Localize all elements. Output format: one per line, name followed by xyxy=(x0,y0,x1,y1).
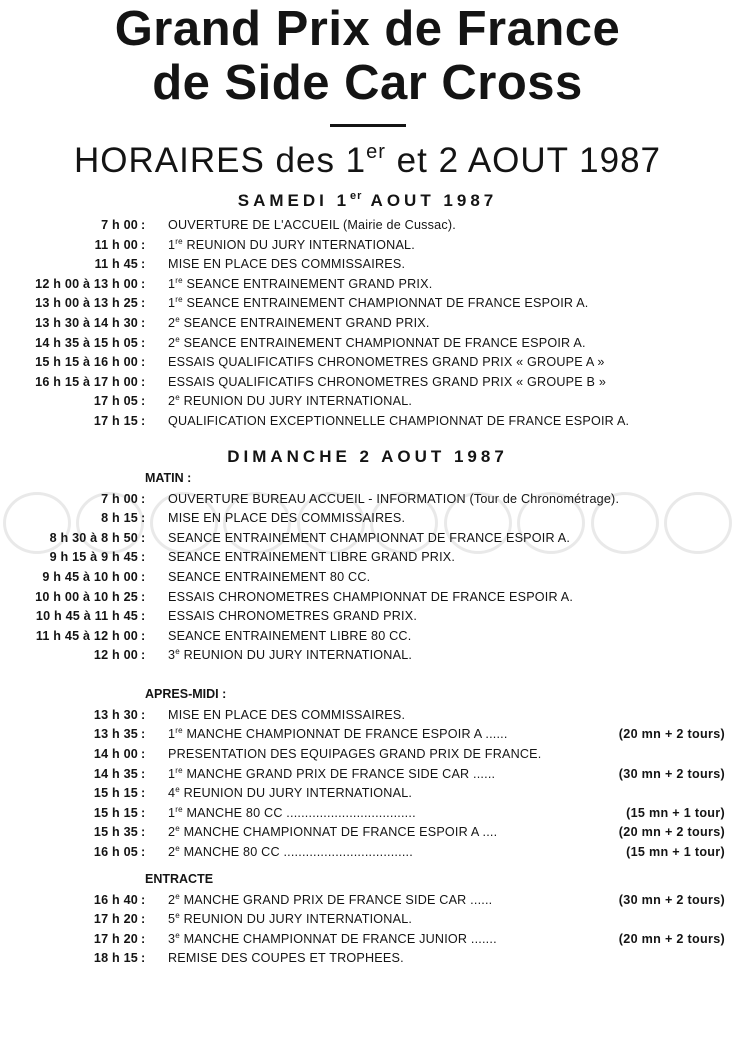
schedule-description xyxy=(168,394,412,408)
main-title-line-2: de Side Car Cross xyxy=(152,56,583,110)
schedule-row xyxy=(0,892,735,912)
schedule-row xyxy=(0,950,735,970)
ordinal-suffix: e xyxy=(175,647,180,657)
schedule-row xyxy=(0,911,735,931)
schedule-time: 14 h 00 xyxy=(93,747,138,762)
time-separator: : xyxy=(141,569,146,584)
schedule-time: 11 h 00 xyxy=(94,237,138,252)
schedule-row xyxy=(0,256,735,276)
schedule-description xyxy=(168,825,497,839)
schedule-description xyxy=(168,932,497,946)
schedule-text: MANCHE 80 CC ................................... xyxy=(183,845,413,860)
schedule-description xyxy=(168,708,405,722)
schedule-row xyxy=(0,785,735,805)
schedule-heading-sup: er xyxy=(366,141,386,163)
schedule-description xyxy=(168,336,586,350)
schedule-row xyxy=(0,393,735,413)
entracte-label: ENTRACTE xyxy=(145,871,214,886)
time-separator: : xyxy=(141,296,146,311)
schedule-text: MISE EN PLACE DES COMMISSAIRES. xyxy=(168,257,406,272)
schedule-time: 8 h 15 xyxy=(101,511,138,526)
schedule-description xyxy=(168,727,508,741)
schedule-row xyxy=(0,354,735,374)
schedule-time: 9 h 45 à 10 h 00 xyxy=(42,569,138,584)
schedule-heading-post: et 2 AOUT 1987 xyxy=(385,141,662,180)
schedule-row xyxy=(0,374,735,394)
schedule-time: 12 h 00 à 13 h 00 xyxy=(35,276,138,291)
time-separator: : xyxy=(141,951,146,966)
ordinal-suffix: e xyxy=(175,824,180,834)
time-separator: : xyxy=(141,912,146,927)
schedule-row xyxy=(0,608,735,628)
schedule-text: REUNION DU JURY INTERNATIONAL. xyxy=(186,237,415,252)
ordinal-number: 1 xyxy=(168,727,176,742)
schedule-text: MISE EN PLACE DES COMMISSAIRES. xyxy=(168,511,406,526)
schedule-text: OUVERTURE BUREAU ACCUEIL - INFORMATION (Tour de Chronométrage). xyxy=(168,491,620,506)
schedule-description xyxy=(168,277,432,291)
schedule-description xyxy=(168,570,370,584)
race-duration: (20 mn + 2 tours) xyxy=(618,825,725,840)
schedule-row xyxy=(0,824,735,844)
time-separator: : xyxy=(141,550,146,565)
schedule-description xyxy=(168,296,589,310)
sunday-morning-schedule xyxy=(0,491,735,667)
ordinal-number: 3 xyxy=(168,931,176,946)
time-separator: : xyxy=(141,825,146,840)
schedule-description xyxy=(168,767,495,781)
schedule-row xyxy=(0,295,735,315)
schedule-description xyxy=(168,316,430,330)
schedule-description xyxy=(168,257,405,271)
schedule-row xyxy=(0,237,735,257)
race-duration: (30 mn + 2 tours) xyxy=(618,892,725,907)
matin-label: MATIN : xyxy=(145,470,192,485)
schedule-text: PRESENTATION DES EQUIPAGES GRAND PRIX DE FRANCE. xyxy=(168,747,542,762)
schedule-row xyxy=(0,315,735,335)
schedule-row xyxy=(0,766,735,786)
time-separator: : xyxy=(141,237,146,252)
schedule-row xyxy=(0,844,735,864)
ordinal-number: 2 xyxy=(168,892,176,907)
schedule-description xyxy=(168,629,411,643)
ordinal-suffix: e xyxy=(175,891,180,901)
schedule-description xyxy=(168,218,456,232)
schedule-time: 15 h 15 à 16 h 00 xyxy=(35,355,138,370)
schedule-description xyxy=(168,609,417,623)
schedule-text: MANCHE GRAND PRIX DE FRANCE SIDE CAR ...... xyxy=(186,766,496,781)
schedule-time: 16 h 15 à 17 h 00 xyxy=(35,374,138,389)
schedule-description xyxy=(168,531,570,545)
schedule-description xyxy=(168,492,619,506)
schedule-description xyxy=(168,912,412,926)
schedule-description xyxy=(168,550,455,564)
time-separator: : xyxy=(141,747,146,762)
ordinal-number: 2 xyxy=(168,845,176,860)
schedule-time: 17 h 20 xyxy=(93,912,138,927)
schedule-time: 13 h 30 à 14 h 30 xyxy=(35,315,138,330)
schedule-time: 15 h 35 xyxy=(93,825,138,840)
schedule-text: ESSAIS QUALIFICATIFS CHRONOMETRES GRAND PRIX « GROUPE B » xyxy=(168,374,607,389)
sunday-entracte-schedule xyxy=(0,892,735,970)
ordinal-number: 1 xyxy=(168,276,176,291)
schedule-description xyxy=(168,238,415,252)
main-title-line-1: Grand Prix de France xyxy=(114,2,621,56)
schedule-text: MANCHE 80 CC ................................... xyxy=(186,805,416,820)
schedule-time: 17 h 05 xyxy=(93,394,138,409)
schedule-text: MANCHE CHAMPIONNAT DE FRANCE JUNIOR ....... xyxy=(183,931,497,946)
schedule-description xyxy=(168,893,492,907)
schedule-time: 8 h 30 à 8 h 50 xyxy=(49,530,138,545)
time-separator: : xyxy=(141,315,146,330)
schedule-time: 18 h 15 xyxy=(93,951,138,966)
schedule-row xyxy=(0,647,735,667)
ordinal-suffix: e xyxy=(175,785,180,795)
sunday-afternoon-schedule xyxy=(0,707,735,864)
schedule-text: REUNION DU JURY INTERNATIONAL. xyxy=(183,786,413,801)
schedule-description xyxy=(168,590,573,604)
schedule-row xyxy=(0,276,735,296)
time-separator: : xyxy=(141,530,146,545)
schedule-time: 11 h 45 à 12 h 00 xyxy=(35,628,138,643)
schedule-time: 10 h 00 à 10 h 25 xyxy=(35,589,138,604)
ordinal-number: 1 xyxy=(168,805,176,820)
schedule-row xyxy=(0,707,735,727)
schedule-time: 13 h 35 xyxy=(93,727,138,742)
ordinal-number: 1 xyxy=(168,237,176,252)
saturday-heading-post: AOUT 1987 xyxy=(362,191,498,210)
schedule-row xyxy=(0,530,735,550)
schedule-time: 16 h 05 xyxy=(93,845,138,860)
ordinal-suffix: e xyxy=(175,844,180,854)
schedule-time: 9 h 15 à 9 h 45 xyxy=(49,550,138,565)
time-separator: : xyxy=(141,609,146,624)
schedule-row xyxy=(0,413,735,433)
schedule-row xyxy=(0,569,735,589)
schedule-description xyxy=(168,511,405,525)
schedule-text: OUVERTURE DE L'ACCUEIL (Mairie de Cussac). xyxy=(168,218,456,232)
schedule-time: 13 h 00 à 13 h 25 xyxy=(35,296,138,311)
schedule-description xyxy=(168,951,404,965)
ordinal-number: 3 xyxy=(168,648,176,663)
schedule-text: SEANCE ENTRAINEMENT CHAMPIONNAT DE FRANCE ESPOIR A. xyxy=(183,335,586,350)
ordinal-suffix: re xyxy=(175,295,183,305)
schedule-time: 11 h 45 xyxy=(94,257,138,272)
schedule-time: 10 h 45 à 11 h 45 xyxy=(35,609,138,624)
schedule-time: 12 h 00 xyxy=(93,648,138,663)
schedule-row xyxy=(0,491,735,511)
schedule-text: ESSAIS QUALIFICATIFS CHRONOMETRES GRAND PRIX « GROUPE A » xyxy=(168,355,605,370)
schedule-time: 14 h 35 xyxy=(93,766,138,781)
time-separator: : xyxy=(141,628,146,643)
ordinal-number: 5 xyxy=(168,912,176,927)
apres-midi-label: APRES-MIDI : xyxy=(145,686,227,701)
schedule-time: 7 h 00 xyxy=(101,218,138,232)
schedule-time: 13 h 30 xyxy=(93,707,138,722)
schedule-text: SEANCE ENTRAINEMENT CHAMPIONNAT DE FRANCE ESPOIR A. xyxy=(186,296,589,311)
schedule-text: SEANCE ENTRAINEMENT 80 CC. xyxy=(168,569,371,584)
schedule-heading xyxy=(0,141,735,181)
race-duration: (20 mn + 2 tours) xyxy=(618,931,725,946)
ordinal-suffix: e xyxy=(175,314,180,324)
schedule-time: 16 h 40 xyxy=(93,892,138,907)
time-separator: : xyxy=(141,707,146,722)
schedule-text: SEANCE ENTRAINEMENT CHAMPIONNAT DE FRANCE ESPOIR A. xyxy=(168,530,571,545)
schedule-text: SEANCE ENTRAINEMENT LIBRE 80 CC. xyxy=(168,628,412,643)
schedule-row xyxy=(0,931,735,951)
ordinal-suffix: e xyxy=(175,393,180,403)
time-separator: : xyxy=(141,335,146,350)
time-separator: : xyxy=(141,845,146,860)
schedule-time: 17 h 20 xyxy=(93,931,138,946)
race-duration: (20 mn + 2 tours) xyxy=(618,727,725,742)
schedule-text: MANCHE CHAMPIONNAT DE FRANCE ESPOIR A ...... xyxy=(186,727,508,742)
time-separator: : xyxy=(141,257,146,272)
schedule-text: ESSAIS CHRONOMETRES GRAND PRIX. xyxy=(168,609,418,624)
ordinal-number: 2 xyxy=(168,335,176,350)
schedule-description xyxy=(168,648,412,662)
time-separator: : xyxy=(141,413,146,428)
schedule-row xyxy=(0,726,735,746)
time-separator: : xyxy=(141,491,146,506)
ordinal-suffix: re xyxy=(175,765,183,775)
saturday-heading xyxy=(0,191,735,211)
ordinal-number: 1 xyxy=(168,296,176,311)
schedule-row xyxy=(0,217,735,237)
schedule-description xyxy=(168,845,413,859)
schedule-text: SEANCE ENTRAINEMENT LIBRE GRAND PRIX. xyxy=(168,550,456,565)
saturday-heading-pre: SAMEDI 1 xyxy=(237,191,351,210)
schedule-text: MANCHE GRAND PRIX DE FRANCE SIDE CAR ...... xyxy=(183,892,493,907)
schedule-description xyxy=(168,806,416,820)
ordinal-number: 2 xyxy=(168,825,176,840)
schedule-row xyxy=(0,746,735,766)
time-separator: : xyxy=(141,727,146,742)
schedule-row xyxy=(0,589,735,609)
ordinal-suffix: e xyxy=(175,911,180,921)
schedule-text: REUNION DU JURY INTERNATIONAL. xyxy=(183,394,413,409)
schedule-row xyxy=(0,805,735,825)
saturday-schedule xyxy=(0,217,735,433)
ordinal-number: 2 xyxy=(168,315,176,330)
schedule-description xyxy=(168,786,412,800)
time-separator: : xyxy=(141,218,146,232)
ordinal-suffix: re xyxy=(175,726,183,736)
ordinal-number: 1 xyxy=(168,766,176,781)
schedule-time: 14 h 35 à 15 h 05 xyxy=(35,335,138,350)
saturday-heading-sup: er xyxy=(350,190,363,202)
time-separator: : xyxy=(141,394,146,409)
time-separator: : xyxy=(141,511,146,526)
time-separator: : xyxy=(141,766,146,781)
schedule-time: 7 h 00 xyxy=(101,491,138,506)
time-separator: : xyxy=(141,589,146,604)
time-separator: : xyxy=(141,276,146,291)
schedule-text: MANCHE CHAMPIONNAT DE FRANCE ESPOIR A .... xyxy=(183,825,498,840)
time-separator: : xyxy=(141,786,146,801)
schedule-description xyxy=(168,375,606,389)
schedule-heading-pre: HORAIRES des 1 xyxy=(73,141,367,180)
schedule-row xyxy=(0,628,735,648)
schedule-row xyxy=(0,335,735,355)
schedule-text: ESSAIS CHRONOMETRES CHAMPIONNAT DE FRANCE ESPOIR A. xyxy=(168,589,574,604)
time-separator: : xyxy=(141,648,146,663)
schedule-time: 15 h 15 xyxy=(93,786,138,801)
ordinal-suffix: re xyxy=(175,804,183,814)
time-separator: : xyxy=(141,931,146,946)
schedule-text: MISE EN PLACE DES COMMISSAIRES. xyxy=(168,707,406,722)
race-duration: (15 mn + 1 tour) xyxy=(626,845,725,860)
ordinal-suffix: e xyxy=(175,930,180,940)
title-divider xyxy=(330,124,406,127)
ordinal-suffix: e xyxy=(175,334,180,344)
time-separator: : xyxy=(141,805,146,820)
schedule-text: SEANCE ENTRAINEMENT GRAND PRIX. xyxy=(186,276,433,291)
schedule-row xyxy=(0,510,735,530)
schedule-row xyxy=(0,549,735,569)
sunday-heading: DIMANCHE 2 AOUT 1987 xyxy=(227,446,508,466)
ordinal-suffix: re xyxy=(175,275,183,285)
ordinal-number: 4 xyxy=(168,786,176,801)
time-separator: : xyxy=(141,355,146,370)
schedule-text: REMISE DES COUPES ET TROPHEES. xyxy=(168,951,404,966)
ordinal-suffix: re xyxy=(175,236,183,246)
schedule-time: 17 h 15 xyxy=(93,413,138,428)
schedule-time: 15 h 15 xyxy=(93,805,138,820)
schedule-text: REUNION DU JURY INTERNATIONAL. xyxy=(183,912,413,927)
time-separator: : xyxy=(141,374,146,389)
race-duration: (30 mn + 2 tours) xyxy=(618,766,725,781)
schedule-description xyxy=(168,355,605,369)
schedule-text: QUALIFICATION EXCEPTIONNELLE CHAMPIONNAT DE FRANCE ESPOIR A. xyxy=(168,413,630,428)
time-separator: : xyxy=(141,892,146,907)
schedule-description xyxy=(168,747,541,761)
ordinal-number: 2 xyxy=(168,394,176,409)
race-duration: (15 mn + 1 tour) xyxy=(626,805,725,820)
schedule-text: REUNION DU JURY INTERNATIONAL. xyxy=(183,648,413,663)
schedule-text: SEANCE ENTRAINEMENT GRAND PRIX. xyxy=(183,315,430,330)
schedule-description xyxy=(168,414,629,428)
